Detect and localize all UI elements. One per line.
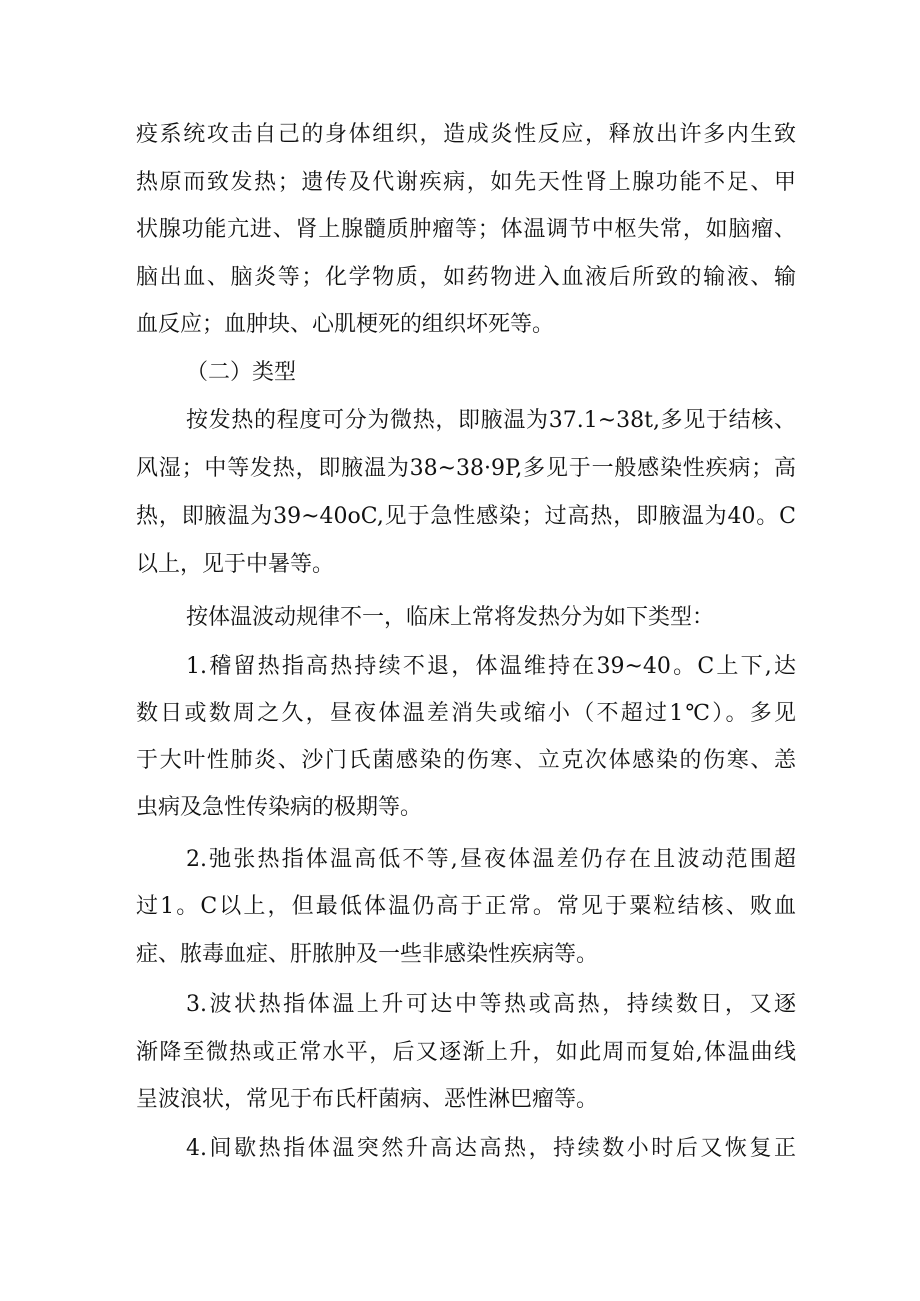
text-line: 按体温波动规律不一，临床上常将发热分为如下类型：	[186, 605, 715, 630]
text-line: 血反应；血肿块、心肌梗死的组织坏死等。	[136, 312, 555, 337]
text-line: 于大叶性肺炎、沙门氏菌感染的伤寒、立克次体感染的伤寒、恙	[136, 748, 796, 773]
text-line: 疫系统攻击自己的身体组织，造成炎性反应，释放出许多内生致	[136, 122, 796, 147]
text-line: 虫病及急性传染病的极期等。	[136, 795, 423, 820]
text-line: 数日或数周之久，昼夜体温差消失或缩小（不超过1℃）。多见	[136, 701, 796, 726]
text-line: 热原而致发热；遗传及代谢疾病，如先天性肾上腺功能不足、甲	[136, 170, 796, 195]
text-line: 以上，见于中暑等。	[136, 552, 335, 577]
text-line: 热，即腋温为39~40oC,见于急性感染；过高热，即腋温为40。C	[136, 504, 796, 529]
text-line: 症、脓毒血症、肝脓肿及一些非感染性疾病等。	[136, 942, 599, 967]
text-line: 按发热的程度可分为微热，即腋温为37.1~38t,多见于结核、	[186, 408, 796, 433]
text-line: 4.间歇热指体温突然升高达高热，持续数小时后又恢复正	[186, 1136, 796, 1161]
text-line: 呈波浪状，常见于布氏杆菌病、恶性淋巴瘤等。	[136, 1087, 599, 1112]
text-line: 3.波状热指体温上升可达中等热或高热，持续数日，又逐	[186, 992, 796, 1017]
text-line: 渐降至微热或正常水平，后又逐渐上升，如此周而复始,体温曲线	[136, 1040, 796, 1065]
section-heading: （二）类型	[186, 360, 297, 385]
text-line: 脑出血、脑炎等；化学物质，如药物进入血液后所致的输液、输	[136, 265, 796, 290]
text-line: 1.稽留热指高热持续不退，体温维持在39~40。C上下,达	[186, 654, 796, 679]
text-line: 状腺功能亢进、肾上腺髓质肿瘤等；体温调节中枢失常，如脑瘤、	[136, 217, 796, 242]
text-line: 过1。C以上，但最低体温仍高于正常。常见于粟粒结核、败血	[136, 894, 796, 919]
text-line: 风湿；中等发热，即腋温为38~38·9P,多见于一般感染性疾病；高	[136, 456, 796, 481]
text-line: 2.弛张热指体温高低不等,昼夜体温差仍存在且波动范围超	[186, 847, 796, 872]
